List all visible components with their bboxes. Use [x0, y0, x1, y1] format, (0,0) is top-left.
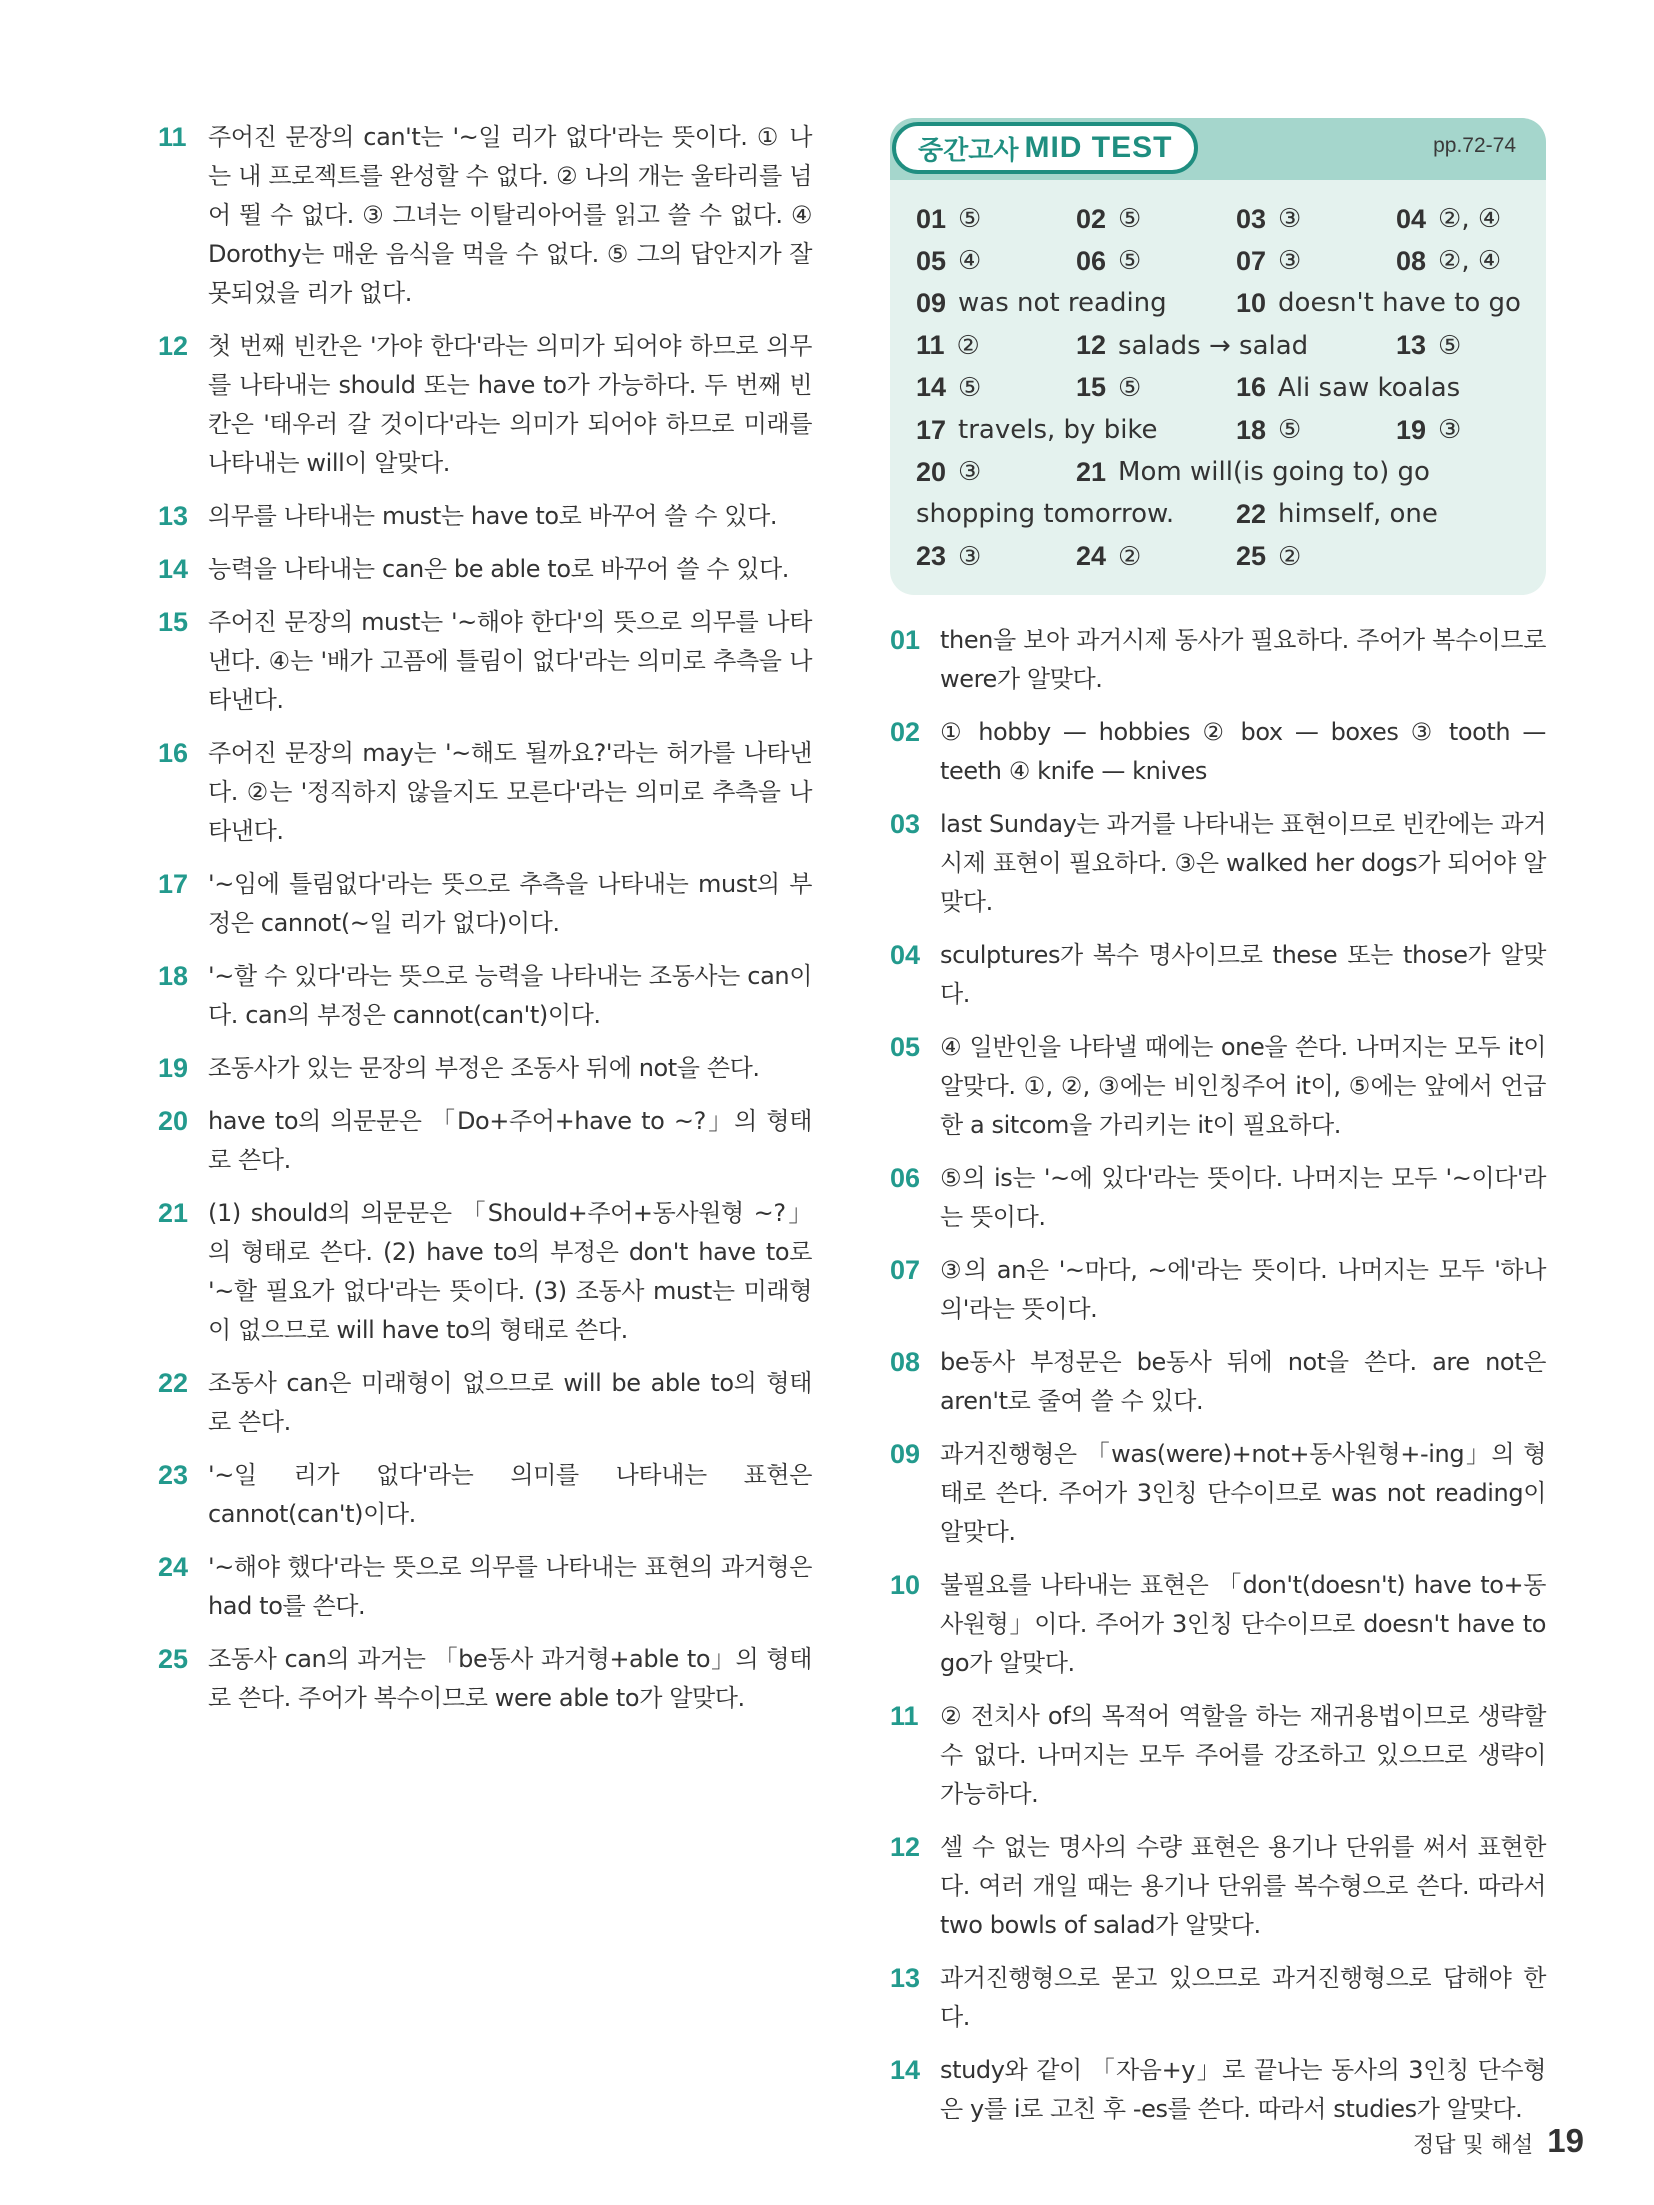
answer-number: 20 [916, 456, 947, 487]
answer-value: ②, ④ [1438, 246, 1502, 277]
item-number: 21 [158, 1198, 189, 1228]
item-text: '~할 수 있다'라는 뜻으로 능력을 나타내는 조동사는 can이다. can의 부정은 cannot(can't)이다. [208, 962, 812, 1029]
item-number: 11 [890, 1701, 919, 1731]
answer-value: ③ [1278, 246, 1302, 277]
answer-value: ⑤ [1278, 415, 1302, 446]
answer-cell [1396, 246, 1501, 277]
explanation-item [890, 805, 1546, 922]
answer-cell [1396, 415, 1461, 446]
answer-cell [1236, 541, 1301, 572]
left-column [158, 118, 812, 1732]
answer-value: ③ [958, 457, 982, 488]
answer-number: 05 [916, 245, 947, 276]
mid-test-title-korean: 중간고사 [918, 135, 1019, 166]
answer-cell [916, 288, 1236, 319]
item-text: '~일 리가 없다'라는 의미를 나타내는 표현은 cannot(can't)이다. [208, 1461, 812, 1528]
answer-value: ⑤ [958, 372, 982, 403]
answer-cell [1076, 541, 1236, 572]
footer-label: 정답 및 해설 [1413, 2133, 1534, 2158]
answer-cell [916, 499, 1236, 529]
answer-value: ⑤ [958, 204, 982, 235]
answer-row [916, 240, 1536, 282]
explanation-item [158, 1364, 812, 1442]
answer-row [916, 536, 1536, 578]
item-number: 16 [158, 738, 189, 768]
answer-number: 24 [1076, 541, 1107, 572]
answer-cell [1236, 415, 1396, 446]
explanation-item [890, 621, 1546, 699]
item-text: ① hobby — hobbies ② box — boxes ③ tooth — teeth ④ knife — knives [940, 718, 1546, 785]
explanation-item [890, 936, 1546, 1014]
answer-cell [916, 372, 1076, 403]
explanation-item [890, 1028, 1546, 1145]
answer-row [916, 409, 1536, 451]
item-number: 08 [890, 1347, 921, 1377]
item-number: 09 [890, 1439, 921, 1469]
item-text: have to의 의문문은 「Do+주어+have to ~?」의 형태로 쓴다. [208, 1107, 812, 1174]
answer-value: travels, by bike [958, 415, 1158, 446]
explanation-item [890, 1828, 1546, 1945]
answer-cell [916, 415, 1236, 446]
explanation-item [158, 497, 812, 536]
item-number: 05 [890, 1032, 921, 1062]
answer-cell [916, 330, 1076, 361]
answer-value: ②, ④ [1438, 204, 1502, 235]
explanation-item [158, 1049, 812, 1088]
answer-number: 10 [1236, 287, 1267, 318]
answer-number: 03 [1236, 203, 1267, 234]
item-number: 10 [890, 1570, 921, 1600]
item-number: 13 [158, 501, 189, 531]
answer-cell [1076, 204, 1236, 235]
item-text: (1) should의 의문문은 「Should+주어+동사원형 ~?」의 형태로 쓴다. (2) have to의 부정은 don't have to로 '~할 필요가 없다'라는 뜻이다. (3) 조동사 must는 미래형이 없으므로 will have to의 형태로 쓴다. [208, 1199, 812, 1344]
explanation-item [158, 865, 812, 943]
answer-row [916, 451, 1536, 493]
answer-number: 08 [1396, 245, 1427, 276]
answer-number: 06 [1076, 245, 1107, 276]
explanation-item [890, 1159, 1546, 1237]
explanation-item [158, 1548, 812, 1626]
page-range: pp.72-74 [1433, 134, 1516, 157]
item-number: 18 [158, 961, 189, 991]
item-number: 22 [158, 1368, 189, 1398]
answer-cell [916, 246, 1076, 277]
answer-cell [1236, 499, 1438, 530]
answer-value: ⑤ [1118, 372, 1142, 403]
answer-cell [1236, 372, 1460, 403]
item-number: 14 [890, 2055, 921, 2085]
item-text: study와 같이 「자음+y」로 끝나는 동사의 3인칭 단수형은 y를 i로 고친 후 -es를 쓴다. 따라서 studies가 알맞다. [940, 2056, 1546, 2123]
mid-test-title-english: MID TEST [1024, 131, 1173, 164]
item-number: 20 [158, 1106, 189, 1136]
item-text: ④ 일반인을 나타낼 때에는 one을 쓴다. 나머지는 모두 it이 알맞다. ①, ②, ③에는 비인칭주어 it이, ⑤에는 앞에서 언급한 a sitcom을 가리키는 it이 필요하다. [940, 1033, 1546, 1139]
answer-number: 04 [1396, 203, 1427, 234]
explanation-item [158, 118, 812, 313]
item-number: 03 [890, 809, 921, 839]
item-number: 04 [890, 940, 921, 970]
answer-box-header [890, 118, 1546, 180]
answer-value: ③ [1278, 204, 1302, 235]
item-text: '~해야 했다'라는 뜻으로 의무를 나타내는 표현의 과거형은 had to를 쓴다. [208, 1553, 812, 1620]
item-text: 의무를 나타내는 must는 have to로 바꾸어 쓸 수 있다. [208, 502, 778, 530]
answer-cell [1076, 457, 1430, 488]
item-number: 12 [890, 1832, 921, 1862]
answer-cell [1236, 204, 1396, 235]
explanation-item [158, 550, 812, 589]
answer-cell [916, 204, 1076, 235]
answer-number: 16 [1236, 372, 1267, 403]
answer-value: was not reading [958, 288, 1167, 319]
answer-cell [1396, 204, 1501, 235]
answer-number: 12 [1076, 330, 1107, 361]
item-text: 주어진 문장의 may는 '~해도 될까요?'라는 허가를 나타낸다. ②는 '정직하지 않을지도 모른다'라는 의미로 추측을 나타낸다. [208, 739, 812, 845]
mid-test-answer-box [890, 118, 1546, 595]
answer-cell [1076, 246, 1236, 277]
answer-value: himself, one [1278, 499, 1438, 530]
answer-row [916, 198, 1536, 240]
explanation-item [158, 1102, 812, 1180]
item-text: 조동사 can은 미래형이 없으므로 will be able to의 형태로 쓴다. [208, 1369, 812, 1436]
item-number: 12 [158, 331, 189, 361]
explanation-item [890, 1959, 1546, 2037]
item-number: 13 [890, 1963, 921, 1993]
item-text: '~임에 틀림없다'라는 뜻으로 추측을 나타내는 must의 부정은 cannot(~일 리가 없다)이다. [208, 870, 812, 937]
item-text: ③의 an은 '~마다, ~에'라는 뜻이다. 나머지는 모두 '하나의'라는 뜻이다. [940, 1256, 1546, 1323]
answer-value: ② [1278, 541, 1302, 572]
answer-number: 25 [1236, 541, 1267, 572]
item-text: ② 전치사 of의 목적어 역할을 하는 재귀용법이므로 생략할 수 없다. 나머지는 모두 주어를 강조하고 있으므로 생략이 가능하다. [940, 1702, 1546, 1808]
answer-number: 15 [1076, 372, 1107, 403]
answer-row [916, 325, 1536, 367]
answer-number: 13 [1396, 330, 1427, 361]
explanation-item [890, 1697, 1546, 1814]
answer-number: 09 [916, 287, 947, 318]
answer-value: ⑤ [1438, 330, 1462, 361]
answer-cell [1236, 288, 1521, 319]
explanation-item [158, 1640, 812, 1718]
item-number: 25 [158, 1644, 189, 1674]
answer-number: 19 [1396, 414, 1427, 445]
answer-value: ③ [1438, 415, 1462, 446]
mid-test-title-tag [892, 122, 1198, 174]
item-number: 06 [890, 1163, 921, 1193]
answer-number: 11 [916, 330, 945, 361]
answer-number: 07 [1236, 245, 1267, 276]
explanation-item [158, 1194, 812, 1350]
item-text: ⑤의 is는 '~에 있다'라는 뜻이다. 나머지는 모두 '~이다'라는 뜻이다. [940, 1164, 1546, 1231]
answer-cell [1396, 330, 1461, 361]
page-number: 19 [1547, 2122, 1584, 2159]
answer-number: 23 [916, 541, 947, 572]
item-text: 조동사가 있는 문장의 부정은 조동사 뒤에 not을 쓴다. [208, 1054, 760, 1082]
answer-cell [1076, 330, 1396, 361]
explanation-item [158, 327, 812, 483]
answer-cell [1236, 246, 1396, 277]
answer-value: ③ [958, 541, 982, 572]
answer-value: ② [956, 330, 980, 361]
answer-value: ② [1118, 541, 1142, 572]
item-text: 첫 번째 빈칸은 '가야 한다'라는 의미가 되어야 하므로 의무를 나타내는 should 또는 have to가 가능하다. 두 번째 빈칸은 '태우러 갈 것이다'라는 의미가 되어야 하므로 미래를 나타내는 will이 알맞다. [208, 332, 812, 477]
answer-continuation: shopping tomorrow. [916, 499, 1175, 530]
item-text: be동사 부정문은 be동사 뒤에 not을 쓴다. are not은 aren't로 줄여 쓸 수 있다. [940, 1348, 1546, 1415]
item-text: then을 보아 과거시제 동사가 필요하다. 주어가 복수이므로 were가 알맞다. [940, 626, 1546, 693]
answer-value: doesn't have to go [1278, 288, 1521, 319]
item-number: 23 [158, 1460, 189, 1490]
item-text: last Sunday는 과거를 나타내는 표현이므로 빈칸에는 과거시제 표현이 필요하다. ③은 walked her dogs가 되어야 알맞다. [940, 810, 1546, 916]
item-text: 과거진행형은 「was(were)+not+동사원형+-ing」의 형태로 쓴다. 주어가 3인칭 단수이므로 was not reading이 알맞다. [940, 1440, 1546, 1546]
item-number: 07 [890, 1255, 921, 1285]
item-number: 24 [158, 1552, 189, 1582]
answer-value: Ali saw koalas [1278, 372, 1461, 403]
explanation-item [890, 2051, 1546, 2129]
explanation-item [890, 713, 1546, 791]
answer-number: 22 [1236, 498, 1267, 529]
item-text: 주어진 문장의 must는 '~해야 한다'의 뜻으로 의무를 나타낸다. ④는 '배가 고픔에 틀림이 없다'라는 의미로 추측을 나타낸다. [208, 608, 812, 714]
explanation-item [158, 957, 812, 1035]
right-explanations [890, 621, 1546, 2129]
explanation-item [890, 1435, 1546, 1552]
answer-cell [1076, 372, 1236, 403]
explanation-item [158, 603, 812, 720]
answer-row [916, 282, 1536, 324]
answer-cell [916, 541, 1076, 572]
item-text: 능력을 나타내는 can은 be able to로 바꾸어 쓸 수 있다. [208, 555, 790, 583]
explanation-item [158, 1456, 812, 1534]
item-number: 15 [158, 607, 189, 637]
item-number: 01 [890, 625, 921, 655]
item-text: 불필요를 나타내는 표현은 「don't(doesn't) have to+동사원형」이다. 주어가 3인칭 단수이므로 doesn't have to go가 알맞다. [940, 1571, 1546, 1677]
answer-number: 18 [1236, 414, 1267, 445]
explanation-item [890, 1566, 1546, 1683]
item-text: 조동사 can의 과거는 「be동사 과거형+able to」의 형태로 쓴다. 주어가 복수이므로 were able to가 알맞다. [208, 1645, 812, 1712]
answer-number: 01 [916, 203, 947, 234]
answer-cell [916, 457, 1076, 488]
right-column [890, 118, 1546, 2143]
answer-value: Mom will(is going to) go [1118, 457, 1430, 488]
item-number: 11 [158, 122, 187, 152]
page-footer [1413, 2122, 1584, 2160]
item-text: 셀 수 없는 명사의 수량 표현은 용기나 단위를 써서 표현한다. 여러 개일 때는 용기나 단위를 복수형으로 쓴다. 따라서 two bowls of salad가 알맞다. [940, 1833, 1546, 1939]
item-number: 14 [158, 554, 189, 584]
answer-number: 02 [1076, 203, 1107, 234]
item-number: 02 [890, 717, 921, 747]
item-text: 과거진행형으로 묻고 있으므로 과거진행형으로 답해야 한다. [940, 1964, 1546, 2031]
answer-row [916, 493, 1536, 535]
answer-value: ④ [958, 246, 982, 277]
explanation-item [158, 734, 812, 851]
item-text: sculptures가 복수 명사이므로 these 또는 those가 알맞다. [940, 941, 1546, 1008]
explanation-item [890, 1251, 1546, 1329]
answer-number: 21 [1076, 456, 1107, 487]
answer-number: 14 [916, 372, 947, 403]
item-text: 주어진 문장의 can't는 '~일 리가 없다'라는 뜻이다. ① 나는 내 프로젝트를 완성할 수 없다. ② 나의 개는 울타리를 넘어 뛸 수 없다. ③ 그녀는 이탈리아어를 읽고 쓸 수 없다. ④ Dorothy는 매운 음식을 먹을 수 없다. ⑤ 그의 답안지가 잘못되었을 리가 없다. [208, 123, 812, 307]
item-number: 19 [158, 1053, 189, 1083]
item-number: 17 [158, 869, 189, 899]
answer-value: ⑤ [1118, 246, 1142, 277]
answer-value: salads → salad [1118, 330, 1309, 361]
answer-number: 17 [916, 414, 947, 445]
answer-row [916, 367, 1536, 409]
answer-grid [916, 198, 1536, 578]
explanation-item [890, 1343, 1546, 1421]
answer-value: ⑤ [1118, 204, 1142, 235]
